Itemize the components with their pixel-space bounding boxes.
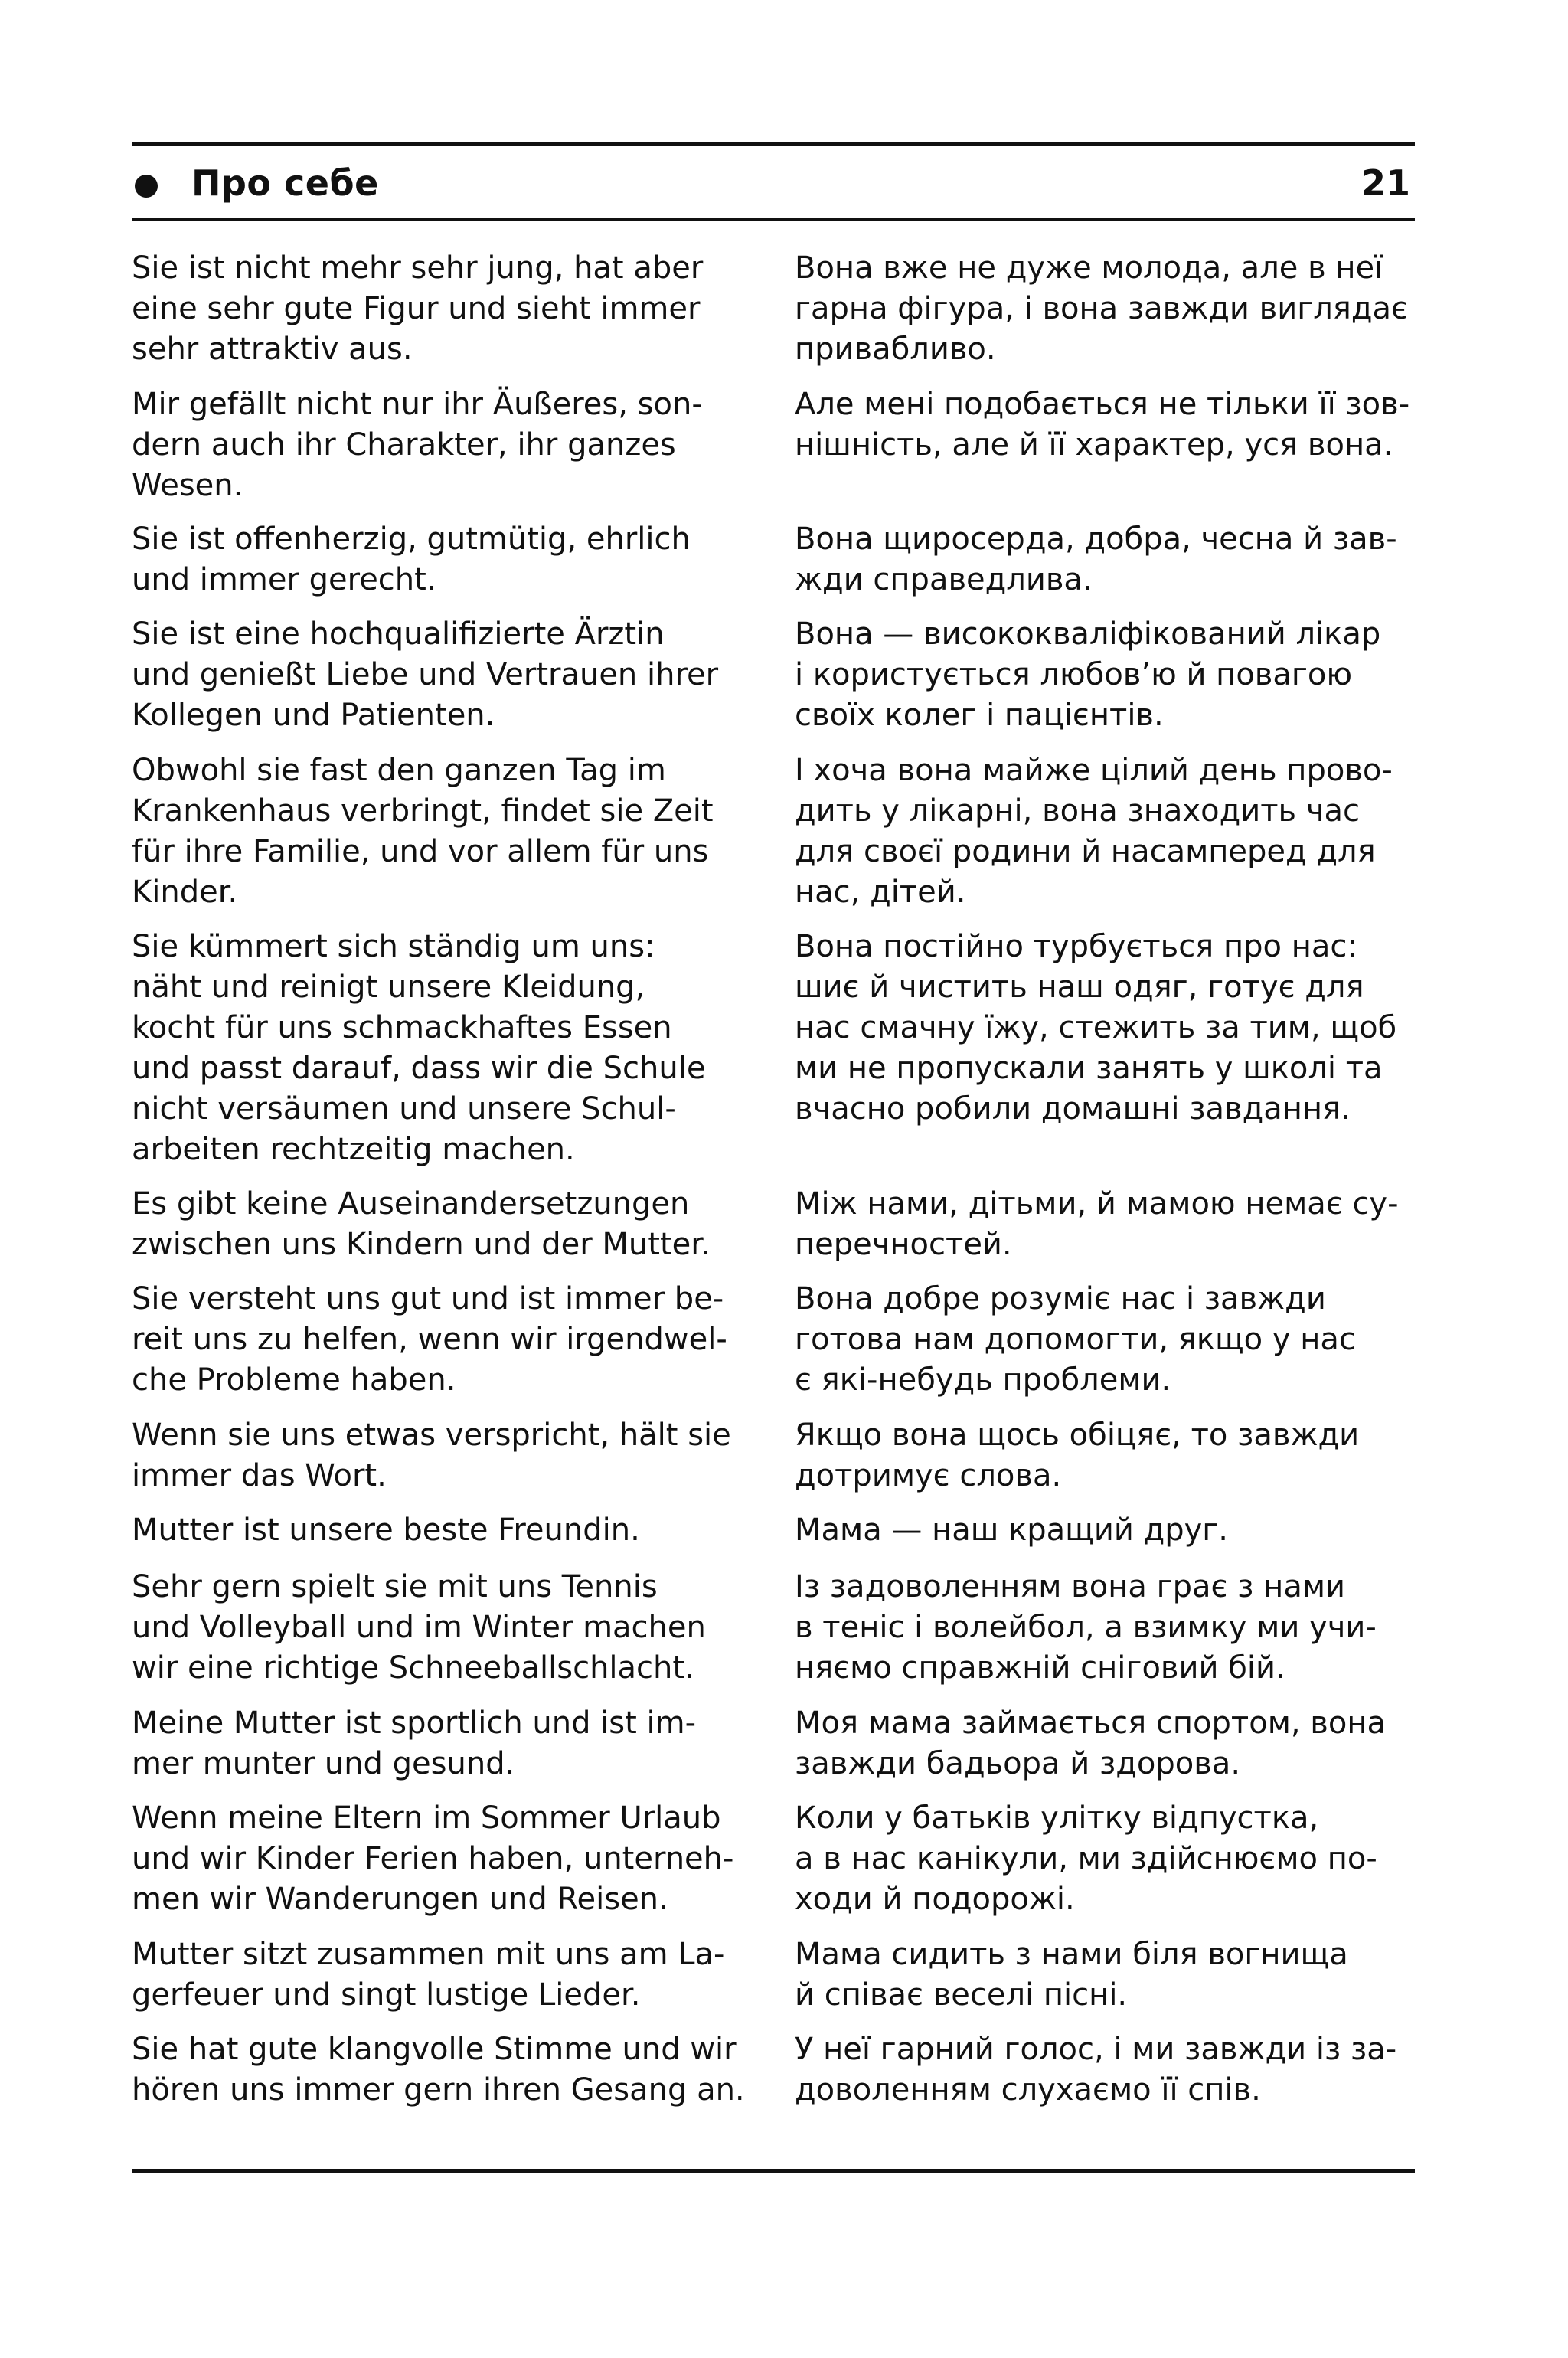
page-number: 21: [1361, 162, 1410, 204]
german-paragraph: Sie hat gute klangvolle Stimme und wir hören uns immer gern ihren Gesang an.: [132, 2032, 745, 2108]
ukrainian-paragraph: Якщо вона щось обіцяє, то завжди дотримує слова.: [795, 1418, 1360, 1493]
ukrainian-paragraph: Мама — наш кращий друг.: [795, 1513, 1229, 1548]
top-rule: [132, 142, 1415, 146]
ukrainian-paragraph: Вона щиросерда, добра, чесна й зав- жди справедлива.: [795, 522, 1397, 597]
ukrainian-paragraph: Вона добре розуміє нас і завжди готова нам допомогти, якщо у нас є які-небудь проблеми.: [795, 1281, 1356, 1398]
german-paragraph: Mir gefällt nicht nur ihr Äußeres, son- dern auch ihr Charakter, ihr ganzes Wesen.: [132, 387, 703, 503]
german-paragraph: Obwohl sie fast den ganzen Tag im Krankenhaus verbringt, findet sie Zeit für ihre Familie, und vor allem für uns Kinder.: [132, 753, 714, 910]
german-paragraph: Sie ist eine hochqualifizierte Ärztin und genießt Liebe und Vertrauen ihrer Kollegen und Patienten.: [132, 616, 719, 733]
header-rule: [132, 218, 1415, 221]
ukrainian-paragraph: Між нами, дітьми, й мамою немає су- перечностей.: [795, 1186, 1399, 1262]
ukrainian-paragraph: Моя мама займається спортом, вона завжди бадьора й здорова.: [795, 1706, 1387, 1781]
german-paragraph: Mutter sitzt zusammen mit uns am La- gerfeuer und singt lustige Lieder.: [132, 1937, 725, 2013]
page-header: [132, 153, 1415, 214]
ukrainian-paragraph: І хоча вона майже цілий день прово- дить у лікарні, вона знаходить час для своєї родини й насамперед для нас, дітей.: [795, 753, 1393, 910]
german-paragraph: Wenn meine Eltern im Sommer Urlaub und wir Kinder Ferien haben, unterneh- men wir Wanderungen und Reisen.: [132, 1800, 734, 1917]
ukrainian-paragraph: Мама сидить з нами біля вогнища й співає веселі пісні.: [795, 1937, 1348, 2013]
section-title: Про себе: [191, 162, 379, 204]
ukrainian-paragraph: Вона постійно турбується про нас: шиє й чистить наш одяг, готує для нас смачну їжу, стежить за тим, щоб ми не пропускали занять у школі та вчасно робили домашні завдання.: [795, 929, 1397, 1127]
german-paragraph: Sehr gern spielt sie mit uns Tennis und Volleyball und im Winter machen wir eine richtige Schneeballschlacht.: [132, 1569, 706, 1686]
ukrainian-paragraph: Із задоволенням вона грає з нами в теніс і волейбол, а взимку ми учи- няємо справжній сніговий бій.: [795, 1569, 1377, 1686]
ukrainian-paragraph: Вона вже не дуже молода, але в неї гарна фігура, і вона завжди виглядає привабливо.: [795, 250, 1408, 367]
german-paragraph: Sie kümmert sich ständig um uns: näht und reinigt unsere Kleidung, kocht für uns schmackhaftes Essen und passt darauf, dass wir die Schule nicht versäumen und unsere Schul- arbeiten rechtzeitig machen.: [132, 929, 706, 1167]
german-paragraph: Es gibt keine Auseinandersetzungen zwischen uns Kindern und der Mutter.: [132, 1186, 710, 1262]
ukrainian-paragraph: Вона — висококваліфікований лікар і користується любов’ю й повагою своїх колег і пацієнтів.: [795, 616, 1381, 733]
german-paragraph: Sie ist nicht mehr sehr jung, hat aber eine sehr gute Figur und sieht immer sehr attraktiv aus.: [132, 250, 704, 367]
german-paragraph: Mutter ist unsere beste Freundin.: [132, 1513, 640, 1548]
bottom-rule: [132, 2169, 1415, 2173]
german-paragraph: Wenn sie uns etwas verspricht, hält sie immer das Wort.: [132, 1418, 731, 1493]
german-paragraph: Meine Mutter ist sportlich und ist im- mer munter und gesund.: [132, 1706, 697, 1781]
ukrainian-paragraph: Але мені подобається не тільки її зов- нішність, але й її характер, уся вона.: [795, 387, 1410, 463]
german-paragraph: Sie versteht uns gut und ist immer be- reit uns zu helfen, wenn wir irgendwel- che Probleme haben.: [132, 1281, 727, 1398]
german-paragraph: Sie ist offenherzig, gutmütig, ehrlich und immer gerecht.: [132, 522, 691, 597]
ukrainian-paragraph: У неї гарний голос, і ми завжди із за- доволенням слухаємо її спів.: [795, 2032, 1397, 2108]
ukrainian-paragraph: Коли у батьків улітку відпустка, а в нас канікули, ми здійснюємо по- ходи й подорожі.: [795, 1800, 1377, 1917]
bullet-icon: [135, 175, 158, 198]
